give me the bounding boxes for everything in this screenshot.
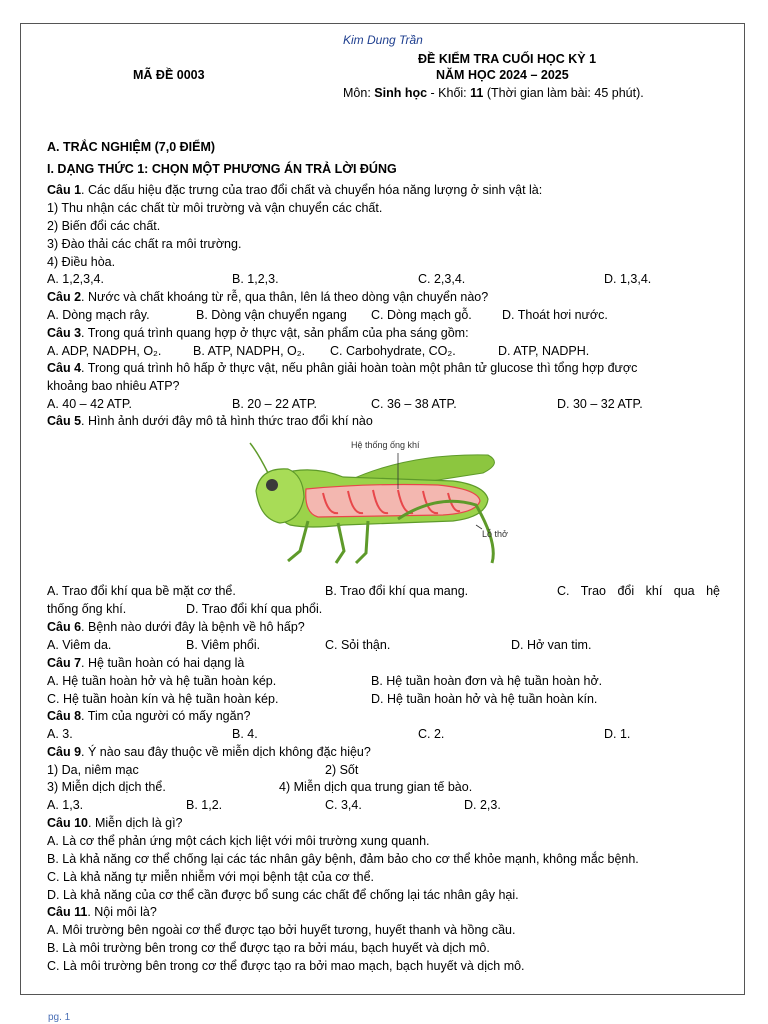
question-4	[47, 361, 637, 376]
question-5	[47, 414, 373, 429]
question-label: Câu 2	[47, 290, 82, 304]
q2-option-b: B. Dòng vận chuyển ngang	[196, 308, 347, 322]
time-limit: (Thời gian làm bài: 45 phút).	[483, 86, 644, 100]
q5-option-d: D. Trao đổi khí qua phổi.	[186, 602, 323, 616]
question-text: . Nước và chất khoáng từ rễ, qua thân, lên lá theo dòng vận chuyển nào?	[81, 290, 489, 304]
q2-option-a: A. Dòng mạch rây.	[47, 308, 150, 322]
q1-option-b: B. 1,2,3.	[232, 272, 279, 286]
question-label: Câu 7	[47, 656, 82, 670]
q6-option-c: C. Sỏi thận.	[325, 638, 391, 652]
q5-option-b: B. Trao đổi khí qua mang.	[325, 584, 469, 598]
q8-option-d: D. 1.	[604, 727, 631, 741]
question-label: Câu 4	[47, 361, 82, 375]
question-4-continued: khoảng bao nhiêu ATP?	[47, 379, 180, 393]
q10-option-b: B. Là khả năng cơ thể chống lại các tác nhân gây bệnh, đảm bảo cho cơ thể khỏe mạnh, không mắc bệnh.	[47, 852, 639, 866]
question-text: . Tim của người có mấy ngăn?	[81, 709, 251, 723]
q1-option-c: C. 2,3,4.	[418, 272, 466, 286]
question-3	[47, 326, 469, 341]
q9-option-c: C. 3,4.	[325, 798, 362, 812]
q9-item-3: 3) Miễn dịch dịch thể.	[47, 780, 166, 794]
question-9	[47, 745, 371, 760]
q2-option-c: C. Dòng mạch gỗ.	[371, 308, 472, 322]
grade-prefix: - Khối:	[427, 86, 471, 100]
q5-option-a: A. Trao đổi khí qua bề mặt cơ thể.	[47, 584, 236, 598]
q1-item-3: 3) Đào thải các chất ra môi trường.	[47, 237, 242, 251]
part1-heading: I. DẠNG THỨC 1: CHỌN MỘT PHƯƠNG ÁN TRẢ LỜI ĐÚNG	[47, 162, 397, 176]
school-year: NĂM HỌC 2024 – 2025	[436, 68, 569, 82]
question-label: Câu 3	[47, 326, 82, 340]
q11-option-c: C. Là môi trường bên trong cơ thể được tạo ra bởi mao mạch, bạch huyết và dịch mô.	[47, 959, 525, 973]
subject-name: Sinh học	[374, 86, 428, 100]
q5-option-c: C. Trao đổi khí qua hệ	[557, 584, 720, 598]
question-11	[47, 905, 157, 920]
question-label: Câu 5	[47, 414, 82, 428]
question-label: Câu 8	[47, 709, 82, 723]
q4-option-d: D. 30 – 32 ATP.	[557, 397, 643, 411]
q1-item-1: 1) Thu nhận các chất từ môi trường và vận chuyển các chất.	[47, 201, 383, 215]
question-text: . Nội môi là?	[87, 905, 157, 919]
question-label: Câu 11	[47, 905, 88, 919]
q7-option-b: B. Hệ tuần hoàn đơn và hệ tuần hoàn hở.	[371, 674, 603, 688]
question-10	[47, 816, 183, 831]
q4-option-a: A. 40 – 42 ATP.	[47, 397, 133, 411]
q7-option-d: D. Hệ tuần hoàn hở và hệ tuần hoàn kín.	[371, 692, 598, 706]
q10-option-c: C. Là khả năng tự miễn nhiễm với mọi bệnh tật của cơ thể.	[47, 870, 375, 884]
q8-option-b: B. 4.	[232, 727, 258, 741]
q1-option-d: D. 1,3,4.	[604, 272, 652, 286]
page-number: pg. 1	[48, 1012, 71, 1023]
question-label: Câu 9	[47, 745, 82, 759]
q1-item-4: 4) Điều hòa.	[47, 255, 116, 269]
figure-label-trachea: Hệ thống ống khí	[351, 440, 420, 450]
exam-title: ĐỀ KIỂM TRA CUỐI HỌC KỲ 1	[418, 52, 597, 66]
q9-item-2: 2) Sốt	[325, 763, 359, 777]
q10-option-d: D. Là khả năng của cơ thể cần được bổ sung các chất để chống lại tác nhân gây hại.	[47, 888, 519, 902]
q11-option-b: B. Là môi trường bên trong cơ thể được tạo ra bởi máu, bạch huyết và dịch mô.	[47, 941, 490, 955]
q9-option-b: B. 1,2.	[186, 798, 223, 812]
q10-option-a: A. Là cơ thể phản ứng một cách kịch liệt với môi trường xung quanh.	[47, 834, 430, 848]
question-2	[47, 290, 488, 305]
q7-option-a: A. Hệ tuần hoàn hở và hệ tuần hoàn kép.	[47, 674, 277, 688]
q8-option-a: A. 3.	[47, 727, 73, 741]
q3-option-c: C. Carbohydrate, CO₂.	[330, 344, 456, 358]
question-label: Câu 1	[47, 183, 82, 197]
q3-option-a: A. ADP, NADPH, O₂.	[47, 344, 162, 358]
q1-option-a: A. 1,2,3,4.	[47, 272, 104, 286]
figure-label-spiracle: Lỗ thở	[482, 529, 508, 539]
q9-item-4: 4) Miễn dịch qua trung gian tế bào.	[279, 780, 473, 794]
q9-option-a: A. 1,3.	[47, 798, 84, 812]
question-label: Câu 10	[47, 816, 88, 830]
q6-option-b: B. Viêm phổi.	[186, 638, 261, 652]
question-text: . Bệnh nào dưới đây là bệnh về hô hấp?	[81, 620, 305, 634]
q4-option-b: B. 20 – 22 ATP.	[232, 397, 318, 411]
q9-item-1: 1) Da, niêm mạc	[47, 763, 139, 777]
question-text: . Miễn dịch là gì?	[88, 816, 183, 830]
q2-option-d: D. Thoát hơi nước.	[502, 308, 608, 322]
grade-number: 11	[470, 86, 484, 100]
question-1	[47, 183, 542, 198]
question-7	[47, 656, 244, 671]
question-text: . Hệ tuần hoàn có hai dạng là	[81, 656, 245, 670]
question-text: . Hình ảnh dưới đây mô tả hình thức trao đổi khí nào	[81, 414, 373, 428]
q7-option-c: C. Hệ tuần hoàn kín và hệ tuần hoàn kép.	[47, 692, 279, 706]
q5-option-c-continued: thống ống khí.	[47, 602, 127, 616]
question-label: Câu 6	[47, 620, 82, 634]
q11-option-a: A. Môi trường bên ngoài cơ thể được tạo bởi huyết tương, huyết thanh và hồng cầu.	[47, 923, 516, 937]
q9-option-d: D. 2,3.	[464, 798, 501, 812]
exam-code: MÃ ĐỀ 0003	[133, 68, 205, 82]
question-text: . Ý nào sau đây thuộc về miễn dịch không đặc hiệu?	[81, 745, 371, 759]
q3-option-b: B. ATP, NADPH, O₂.	[193, 344, 306, 358]
q4-option-c: C. 36 – 38 ATP.	[371, 397, 457, 411]
section-a-heading: A. TRẮC NGHIỆM (7,0 ĐIỂM)	[47, 140, 216, 154]
q1-item-2: 2) Biến đổi các chất.	[47, 219, 161, 233]
subject-line	[343, 86, 644, 101]
question-8	[47, 709, 250, 724]
q6-option-d: D. Hở van tim.	[511, 638, 592, 652]
author-name: Kim Dung Trần	[343, 33, 423, 47]
grasshopper-figure	[248, 433, 520, 567]
q8-option-c: C. 2.	[418, 727, 445, 741]
question-text: . Trong quá trình quang hợp ở thực vật, sản phẩm của pha sáng gồm:	[81, 326, 469, 340]
subject-prefix: Môn:	[343, 86, 375, 100]
question-6	[47, 620, 305, 635]
grasshopper-eye-icon	[266, 479, 278, 491]
question-text: . Các dấu hiệu đặc trưng của trao đổi chất và chuyển hóa năng lượng ở sinh vật là:	[81, 183, 543, 197]
question-text: . Trong quá trình hô hấp ở thực vật, nếu phân giải hoàn toàn một phân tử glucose thì tổng hợp được	[81, 361, 638, 375]
q3-option-d: D. ATP, NADPH.	[498, 344, 590, 358]
q6-option-a: A. Viêm da.	[47, 638, 112, 652]
